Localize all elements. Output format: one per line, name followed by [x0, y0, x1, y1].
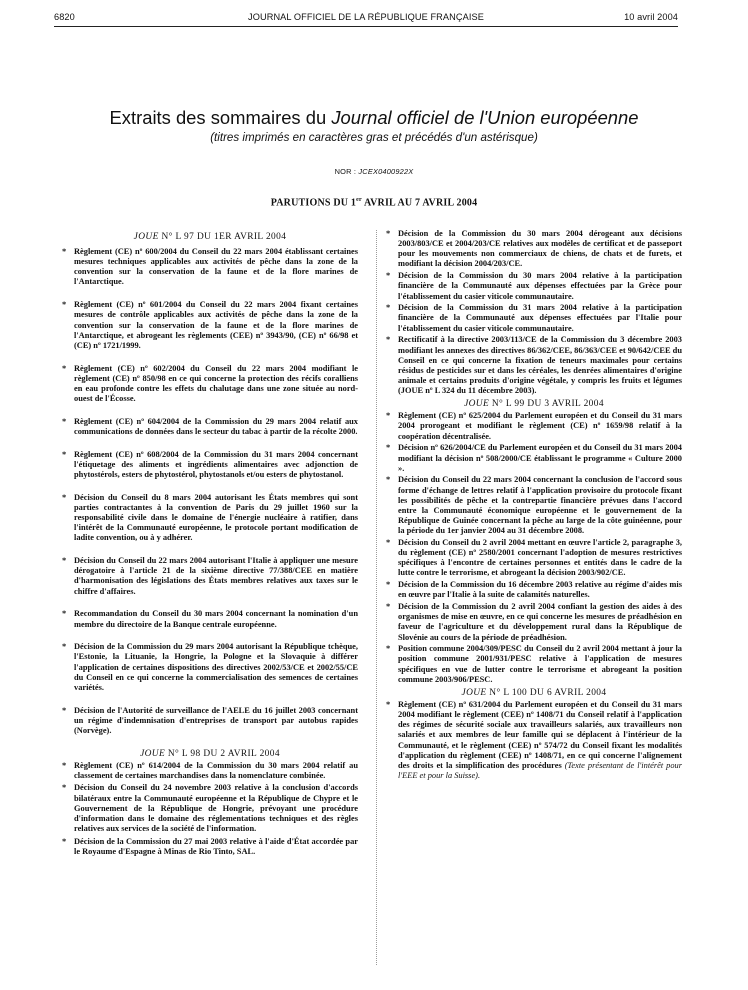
list-item [386, 229, 682, 270]
section-title [386, 399, 682, 409]
entry-text: Décision du Conseil du 2 avril 2004 mettant en œuvre l'article 2, paragraphe 3, du règlement (CE) nº 2580/2001 concernant l'adoption de mesures restrictives spécifiques à l'encontre de certaines personnes et entités dans le cadre de la lutte contre le terrorisme, et abrogeant la décision 2003/902/CE. [398, 537, 682, 578]
list-item [386, 644, 682, 685]
section-title-joue: JOUE [464, 399, 490, 410]
section-title-text: N° L 97 DU 1ER AVRIL 2004 [158, 232, 287, 242]
list-item [62, 300, 358, 351]
section-joue-l99 [386, 399, 682, 685]
list-item [386, 411, 682, 441]
page-subtitle: (titres imprimés en caractères gras et précédés d'un astérisque) [210, 131, 538, 144]
entry-text: Décision du Conseil du 22 mars 2004 concernant la conclusion de l'accord sous forme d'échange de lettres relatif à l'application provisoire du protocole fixant les possibilités de pêche et la contrepartie financière prévues dans l'accord entre la Communauté économique européenne et le gouvernement de la République de Guinée concernant la pêche au large de la côte guinéenne, pour la période du 1er janvier 2004 au 31 décembre 2008. [398, 475, 682, 536]
list-item [386, 475, 682, 536]
list-item [62, 450, 358, 480]
column-divider [376, 230, 377, 965]
asterisk-icon: * [386, 580, 391, 590]
entry-text: Décision de la Commission du 30 mars 2004 relative à la participation financière de la Communauté aux dépenses effectuées par la Grèce pour l'établissement du casier viticole communautaire. [398, 271, 682, 301]
asterisk-icon: * [62, 492, 67, 502]
list-item [62, 556, 358, 597]
asterisk-icon: * [62, 363, 67, 373]
list-item [386, 443, 682, 473]
entry-text: Décision du Conseil du 24 novembre 2003 relative à la conclusion d'accords bilatéraux entre la Communauté européenne et la République de Chypre et le Gouvernement de la République de Hongrie, prévoyant une procédure d'information dans le domaine des réglementations techniques et des règles relatives aux services de la société de l'information. [74, 783, 358, 834]
list-item [386, 580, 682, 600]
left-column [62, 229, 358, 859]
list-item [62, 783, 358, 834]
entry-text: Rectificatif à la directive 2003/113/CE de la Commission du 3 décembre 2003 modifiant les annexes des directives 86/362/CEE, 86/363/CEE et 90/642/CEE du Conseil en ce qui concerne la fixation de teneurs maximales pour certains résidus de pesticides sur et dans les céréales, les denrées alimentaires d'origine animale et certains produits d'origine végétale, y compris les fruits et légumes (JOUE nº L 324 du 11 décembre 2003). [398, 335, 682, 396]
section-joue-l98-continued [386, 229, 682, 396]
list-item [62, 493, 358, 544]
page-title-italic: Journal officiel de l'Union européenne [331, 107, 639, 128]
section-title [62, 749, 358, 759]
page-title [54, 107, 694, 129]
entry-text: Décision de la Commission du 29 mars 2004 autorisant la République tchèque, l'Estonie, la Lituanie, la Hongrie, la Pologne et la Slovaquie à différer l'application de certaines dispositions des directives 2002/53/CE et 2002/55/CE du Conseil en ce qui concerne la commercialisation des semences de certaines variétés. [74, 642, 358, 692]
asterisk-icon: * [386, 443, 391, 453]
list-item [62, 642, 358, 693]
nor-code: JCEX0400922X [358, 167, 414, 176]
parutions-sup: er [356, 197, 362, 203]
asterisk-icon: * [62, 247, 67, 256]
entry-text: Décision de la Commission du 16 décembre 2003 relative au régime d'aides mis en œuvre par l'Italie à la suite de calamités naturelles. [398, 580, 682, 600]
section-title-joue: JOUE [133, 232, 159, 242]
list-item [62, 837, 358, 857]
section-title-text: N° L 99 DU 3 AVRIL 2004 [489, 399, 604, 410]
list-item [62, 706, 358, 736]
list-item [386, 303, 682, 333]
entry-text: Règlement (CE) nº 631/2004 du Parlement européen et du Conseil du 31 mars 2004 modifiant le règlement (CEE) nº 1408/71 du Conseil relatif à l'application des régimes de sécurité sociale aux travailleurs salariés, aux travailleurs non salariés et aux membres de leur famille qui se déplacent à l'intérieur de la Communauté, et le règlement (CEE) nº 574/72 du Conseil fixant les modalités d'application du règlement (CEE) nº 1408/71, en ce qui concerne l'alignement des droits et la simplification des procédures [398, 699, 682, 770]
nor-reference [54, 167, 694, 176]
entry-text: Recommandation du Conseil du 30 mars 2004 concernant la nomination d'un membre du directoire de la Banque centrale européenne. [74, 609, 358, 629]
issue-date: 10 avril 2004 [624, 12, 678, 22]
entry-text: Décision de la Commission du 27 mai 2003 relative à l'aide d'État accordée par le Royaume d'Espagne à Minas de Rio Tinto, SAL. [74, 836, 358, 856]
entry-text: Décision de la Commission du 2 avril 2004 confiant la gestion des aides à des organismes de mise en œuvre, en ce qui concerne les mesures de préadhésion en faveur de l'agriculture et du développement rural dans la République de Slovénie au cours de la période de préadhésion. [398, 602, 682, 642]
page-title-part1: Extraits des sommaires du [109, 107, 332, 128]
section-title [62, 232, 358, 242]
entry-text: Décision du Conseil du 8 mars 2004 autorisant les États membres qui sont parties contractantes à la convention de Paris du 29 juillet 1960 sur la responsabilité civile dans le domaine de l'énergie nucléaire à ratifier, dans l'intérêt de la Communauté européenne, le protocole portant modification de ladite convention, ou à y adhérer. [74, 492, 358, 543]
list-item [62, 417, 358, 437]
asterisk-icon: * [386, 303, 391, 313]
entry-text: Règlement (CE) nº 604/2004 de la Commission du 29 mars 2004 relatif aux communications de données dans le secteur du tabac à partir de la récolte 2000. [74, 416, 358, 436]
page-number: 6820 [54, 12, 75, 22]
section-joue-l97 [62, 232, 358, 736]
list-item [62, 761, 358, 781]
asterisk-icon: * [386, 602, 391, 612]
entry-text: Règlement (CE) nº 600/2004 du Conseil du 22 mars 2004 établissant certaines mesures techniques applicables aux activités de pêche dans la zone de la convention sur la conservation de la faune et de la flore marines de l'Antarctique. [74, 247, 358, 287]
asterisk-icon: * [386, 411, 391, 421]
running-head [54, 12, 678, 26]
entry-text: Règlement (CE) nº 608/2004 de la Commission du 31 mars 2004 concernant l'étiquetage des aliments et ingrédients alimentaires avec adjonction de phytostérols, esters de phytostérol, phytostanols et/ou esters de phytostanol. [74, 449, 358, 480]
section-joue-l98 [62, 749, 358, 857]
section-title-joue: JOUE [140, 748, 166, 759]
section-joue-l100 [386, 688, 682, 781]
asterisk-icon: * [386, 229, 391, 238]
list-item [62, 364, 358, 405]
entry-text: Position commune 2004/309/PESC du Conseil du 2 avril 2004 mettant à jour la position commune 2001/931/PESC relative à l'application de mesures spécifiques en vue de lutter contre le terrorisme et abrogeant la position commune 2003/906/PESC. [398, 644, 682, 684]
asterisk-icon: * [62, 760, 67, 770]
asterisk-icon: * [62, 783, 67, 793]
entry-text: Décision de la Commission du 30 mars 2004 dérogeant aux décisions 2003/803/CE et 2004/203/CE relatives aux modèles de certificat et de passeport pour les mouvements non commerciaux de chiens, de chats et de furets, et modifiant la décision 2004/203/CE. [398, 229, 682, 269]
list-item [386, 700, 682, 781]
entry-text: Décision nº 626/2004/CE du Parlement européen et du Conseil du 31 mars 2004 modifiant la décision nº 508/2000/CE établissant le programme « Culture 2000 ». [398, 443, 682, 473]
list-item [62, 609, 358, 629]
entry-text: Décision du Conseil du 22 mars 2004 autorisant l'Italie à appliquer une mesure dérogatoire à l'article 21 de la sixième directive 77/388/CEE en matière d'harmonisation des législations des États membres relatives aux taxes sur le chiffre d'affaires. [74, 556, 358, 596]
parutions-part1: PARUTIONS DU 1 [270, 197, 357, 209]
list-item [386, 538, 682, 579]
entry-text: Décision de la Commission du 31 mars 2004 relative à la participation financière de la Communauté aux dépenses effectuées par l'Italie pour l'établissement du casier viticole communautaire. [398, 303, 682, 333]
section-title-joue: JOUE [461, 687, 487, 698]
entry-text: Règlement (CE) nº 625/2004 du Parlement européen et du Conseil du 31 mars 2004 prorogeant et modifiant le règlement (CE) nº 1659/98 relatif à la coopération décentralisée. [398, 411, 682, 441]
asterisk-icon: * [62, 556, 67, 566]
section-title [386, 688, 682, 698]
nor-label: NOR : [334, 167, 359, 176]
entry-text: Décision de l'Autorité de surveillance de l'AELE du 16 juillet 2003 concernant un régime d'indemnisation d'entreprises de transport par autobus rapides (Norvège). [74, 705, 358, 735]
parutions-part2: AVRIL AU 7 AVRIL 2004 [361, 197, 478, 209]
entry-text: Règlement (CE) nº 614/2004 de la Commission du 30 mars 2004 relatif au classement de certaines marchandises dans la nomenclature combinée. [74, 760, 358, 780]
asterisk-icon: * [62, 609, 67, 619]
section-title-text: N° L 98 DU 2 AVRIL 2004 [165, 748, 280, 759]
list-item [386, 602, 682, 643]
journal-name: JOURNAL OFFICIEL DE LA RÉPUBLIQUE FRANÇAISE [248, 12, 484, 22]
asterisk-icon: * [386, 475, 391, 485]
header-rule [54, 26, 678, 27]
asterisk-icon: * [386, 335, 391, 345]
asterisk-icon: * [386, 644, 391, 654]
asterisk-icon: * [62, 416, 67, 426]
asterisk-icon: * [386, 699, 391, 709]
entry-text: Règlement (CE) nº 602/2004 du Conseil du 22 mars 2004 modifiant le règlement (CE) nº 850/98 en ce qui concerne la protection des récifs coralliens en eau profonde contre les effets du chalutage dans une zone située au nord-ouest de l'Écosse. [74, 363, 358, 404]
asterisk-icon: * [386, 537, 391, 547]
asterisk-icon: * [62, 449, 67, 459]
section-title-text: N° L 100 DU 6 AVRIL 2004 [486, 687, 607, 698]
list-item [386, 335, 682, 396]
list-item [62, 247, 358, 288]
list-item [386, 271, 682, 301]
asterisk-icon: * [62, 642, 67, 652]
right-column [386, 229, 682, 783]
asterisk-icon: * [62, 836, 67, 846]
entry-note: (Texte présentant de l'intérêt pour l'EEE et pour la Suisse). [398, 760, 683, 780]
asterisk-icon: * [386, 271, 391, 281]
asterisk-icon: * [62, 705, 67, 715]
entry-text: Règlement (CE) nº 601/2004 du Conseil du 22 mars 2004 fixant certaines mesures de contrôle applicables aux activités de pêche dans la zone de la convention sur la conservation de la faune et de la flore marines de l'Antarctique, et abrogeant les règlements (CEE) nº 3943/90, (CE) nº 66/98 et (CE) nº 1721/1999. [74, 300, 358, 350]
asterisk-icon: * [62, 300, 67, 310]
parutions-heading [54, 197, 694, 208]
